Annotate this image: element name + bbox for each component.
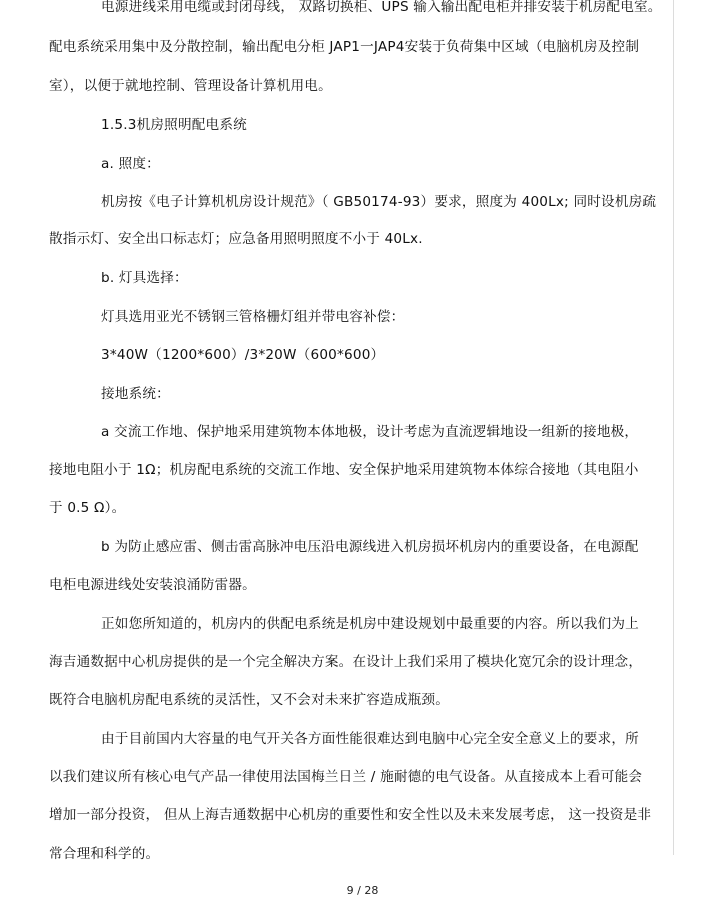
text-line: 于 0.5 Ω）。 [49, 500, 126, 516]
text-line: 接地系统： [101, 386, 170, 402]
text-line: 电源进线采用电缆或封闭母线， 双路切换柜、UPS 输入输出配电柜并排安装于机房配电室。 [101, 0, 662, 15]
text-line: 海吉通数据中心机房提供的是一个完全解决方案。在设计上我们采用了模块化宽冗余的设计理念， [49, 654, 643, 670]
section-heading: 1.5.3机房照明配电系统 [101, 117, 247, 133]
text-line: 正如您所知道的，机房内的供配电系统是机房中建设规划中最重要的内容。所以我们为上 [101, 616, 639, 632]
text-line: b 为防止感应雷、侧击雷高脉冲电压沿电源线进入机房损坏机房内的重要设备，在电源配 [101, 539, 639, 555]
page-margin-line [673, 0, 674, 855]
text-line: a 交流工作地、保护地采用建筑物本体地极，设计考虑为直流逻辑地设一组新的接地极， [101, 424, 639, 440]
text-line: a. 照度： [101, 156, 160, 172]
text-line: 电柜电源进线处安装浪涌防雷器。 [49, 577, 256, 593]
text-line: b. 灯具选择： [101, 270, 188, 286]
text-line: 接地电阻小于 1Ω；机房配电系统的交流工作地、安全保护地采用建筑物本体综合接地（其电阻小 [49, 462, 639, 478]
text-line: 散指示灯、安全出口标志灯；应急备用照明照度不小于 40Lx. [49, 231, 423, 247]
text-line: 常合理和科学的。 [49, 846, 160, 862]
text-line: 既符合电脑机房配电系统的灵活性，又不会对未来扩容造成瓶颈。 [49, 692, 450, 708]
page-number: 9 / 28 [346, 884, 379, 897]
text-line: 配电系统采用集中及分散控制，输出配电分柜 JAP1一JAP4安装于负荷集中区域（电脑机房及控制 [49, 39, 640, 55]
text-line: 3*40W（1200*600）/3*20W（600*600） [101, 347, 385, 363]
text-line: 以我们建议所有核心电气产品一律使用法国梅兰日兰 / 施耐德的电气设备。从直接成本上看可能会 [49, 769, 643, 785]
text-line: 机房按《电子计算机机房设计规范》（ GB50174-93）要求，照度为 400Lx; 同时设机房疏 [101, 194, 657, 210]
text-line: 由于目前国内大容量的电气开关各方面性能很难达到电脑中心完全安全意义上的要求，所 [101, 731, 639, 747]
text-line: 室），以便于就地控制、管理设备计算机用电。 [49, 78, 332, 94]
text-line: 增加一部分投资， 但从上海吉通数据中心机房的重要性和安全性以及未来发展考虑， 这一投资是非 [49, 807, 652, 823]
text-line: 灯具选用亚光不锈钢三管格栅灯组并带电容补偿： [101, 309, 405, 325]
